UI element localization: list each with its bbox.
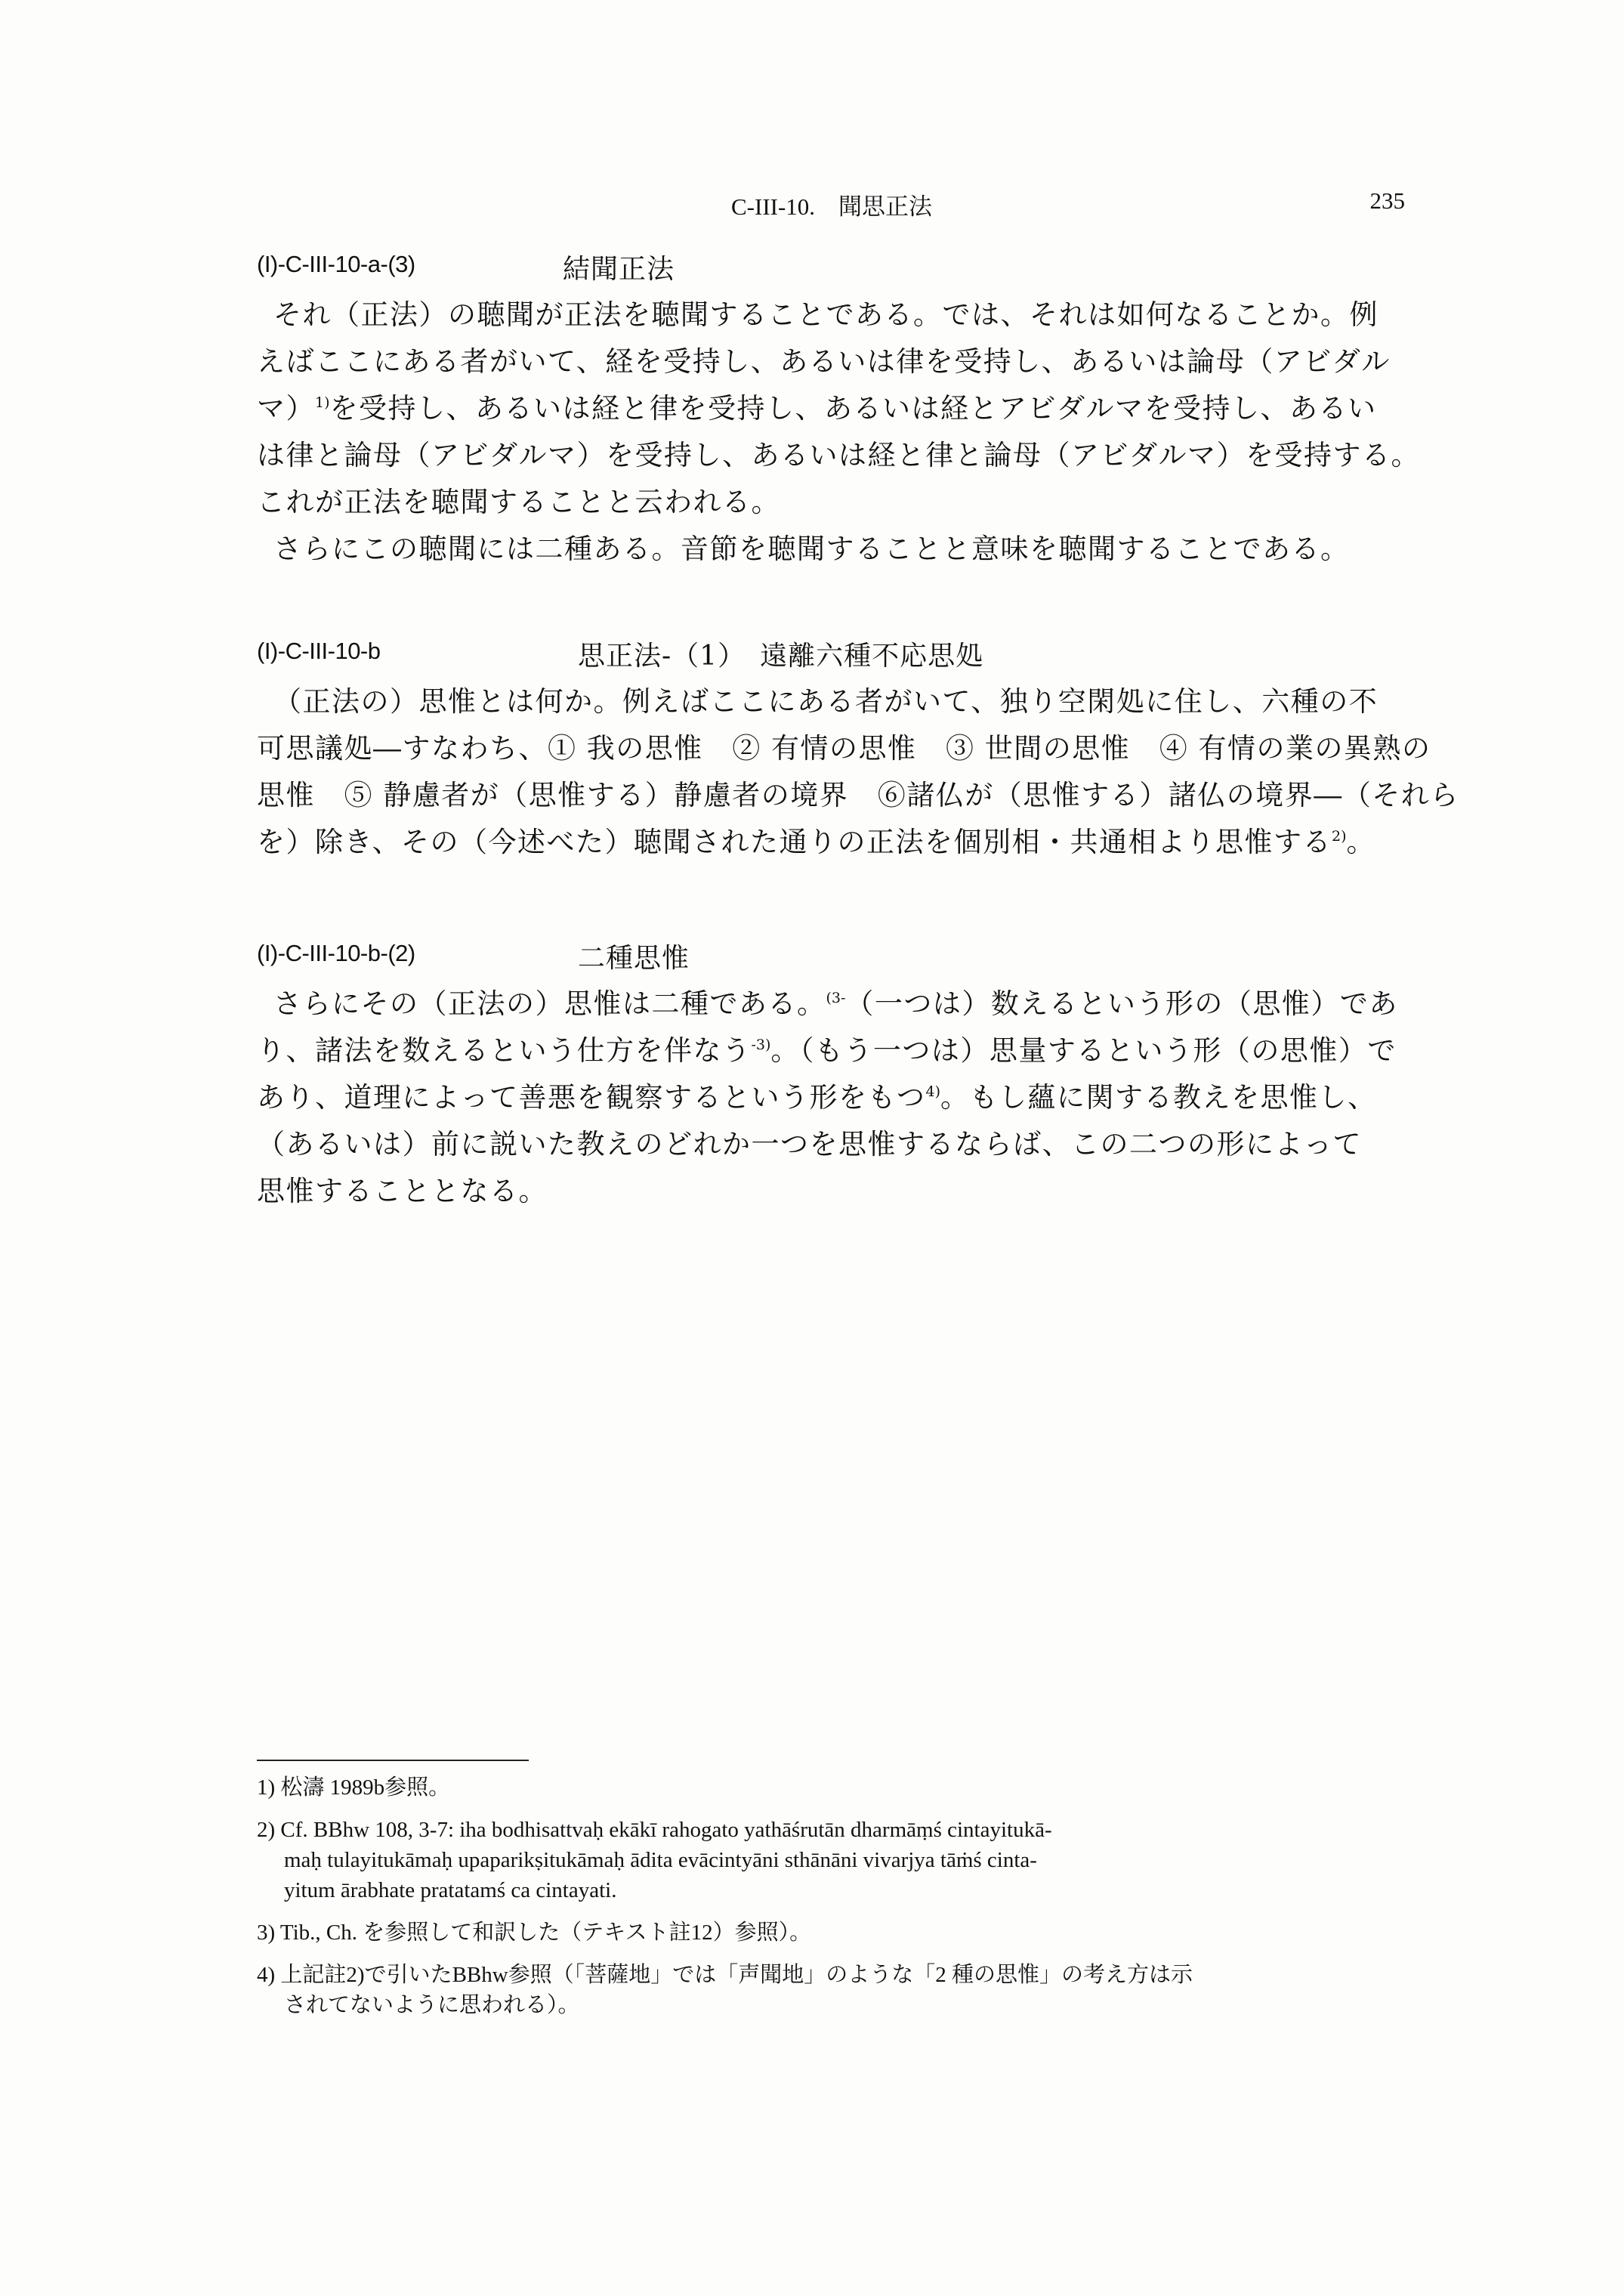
footnote-2-continued: yitum ārabhate pratatamś ca cintayati.	[284, 1878, 617, 1902]
section-title: 結聞正法	[563, 254, 675, 285]
footnote-2-continued: maḥ tulayitukāmaḥ upaparikṣitukāmaḥ ādita evācintyāni sthānāni vivarjya tāṁś cinta-	[284, 1848, 1037, 1872]
paragraph-line: あり、道理によって善悪を観察するという形をもつ$^{4)}$。もし蘊に関する教えを思惟し、	[257, 1081, 1377, 1114]
paragraph-line: さらにその（正法の）思惟は二種である。$^{(3-}$（一つは）数えるという形の（思惟）であ	[273, 987, 1398, 1020]
page-number: 235	[1369, 187, 1405, 214]
paragraph-line: （あるいは）前に説いた教えのどれか一つを思惟するならば、この二つの形によって	[257, 1128, 1362, 1160]
paragraph-line: 思惟 ⑤ 静慮者が（思惟する）静慮者の境界 ⑥諸仏が（思惟する）諸仏の境界―（それら	[257, 779, 1459, 811]
section-title: 思正法-（1） 遠離六種不応思処	[578, 641, 984, 672]
footnote-4: 4) 上記註2)で引いたBBhw参照（「菩薩地」では「声聞地」のような「2 種の思惟」の考え方は示	[257, 1963, 1193, 1987]
footnote-mark: 1)	[315, 394, 330, 411]
footnote-1: 1) 松濤 1989b参照。	[257, 1775, 451, 1800]
section-heading	[257, 248, 1424, 292]
paragraph-line: り、諸法を数えるという仕方を伴なう$^{-3)}$。（もう一つは）思量するという形（の思惟）で	[257, 1034, 1397, 1067]
paragraph-line: を）除き、その（今述べた）聴聞された通りの正法を個別相・共通相より思惟する$^{2)}$。	[257, 826, 1376, 858]
paragraph-line: それ（正法）の聴聞が正法を聴聞することである。では、それは如何なることか。例	[273, 298, 1379, 331]
footnote-3: 3) Tib., Ch. を参照して和訳した（テキスト註12）参照）。	[257, 1921, 812, 1945]
footnote-4-continued: されてないように思われる）。	[284, 1993, 580, 2017]
section-c-iii-10-b-2	[257, 937, 1424, 1215]
section-c-iii-10-b	[257, 635, 1459, 866]
paragraph-line: えばここにある者がいて、経を受持し、あるいは律を受持し、あるいは論母（アビダル	[257, 345, 1391, 378]
section-heading	[257, 635, 1424, 678]
paragraph-line: マ）$^{1)}$を受持し、あるいは経と律を受持し、あるいは経とアビダルマを受持し、あるい	[257, 392, 1377, 425]
paragraph-line: これが正法を聴聞することと云われる。	[257, 486, 780, 518]
footnote-mark: -3)	[751, 1037, 771, 1053]
footnote-mark: 2)	[1332, 828, 1347, 845]
footnote-divider	[257, 1760, 529, 1761]
section-title: 二種思惟	[578, 943, 690, 974]
paragraph-line: （正法の）思惟とは何か。例えばここにある者がいて、独り空閑処に住し、六種の不	[273, 685, 1379, 718]
section-id: (I)-C-III-10-b-(2)	[257, 940, 415, 966]
paragraph-line: は律と論母（アビダルマ）を受持し、あるいは経と律と論母（アビダルマ）を受持する。	[257, 439, 1420, 471]
paragraph-line: 思惟することとなる。	[257, 1175, 548, 1207]
section-id: (I)-C-III-10-b	[257, 638, 381, 664]
paragraph-line: 可思議処―すなわち、① 我の思惟 ② 有情の思惟 ③ 世間の思惟 ④ 有情の業の異熟の	[257, 732, 1431, 765]
section-c-iii-10-a-3	[257, 248, 1424, 573]
section-heading	[257, 937, 1424, 981]
footnote-mark: (3-	[826, 990, 846, 1006]
running-header	[257, 187, 1405, 225]
section-id: (I)-C-III-10-a-(3)	[257, 251, 415, 277]
footnote-2: 2) Cf. BBhw 108, 3-7: iha bodhisattvaḥ ekākī rahogato yathāśrutān dharmāṃś cintayitukā-	[257, 1818, 1052, 1842]
footnote-mark: 4)	[925, 1083, 941, 1100]
running-title: C-III-10. 聞思正法	[731, 193, 933, 220]
paragraph-line: さらにこの聴聞には二種ある。音節を聴聞することと意味を聴聞することである。	[273, 533, 1350, 565]
footnotes	[257, 1772, 1435, 2020]
